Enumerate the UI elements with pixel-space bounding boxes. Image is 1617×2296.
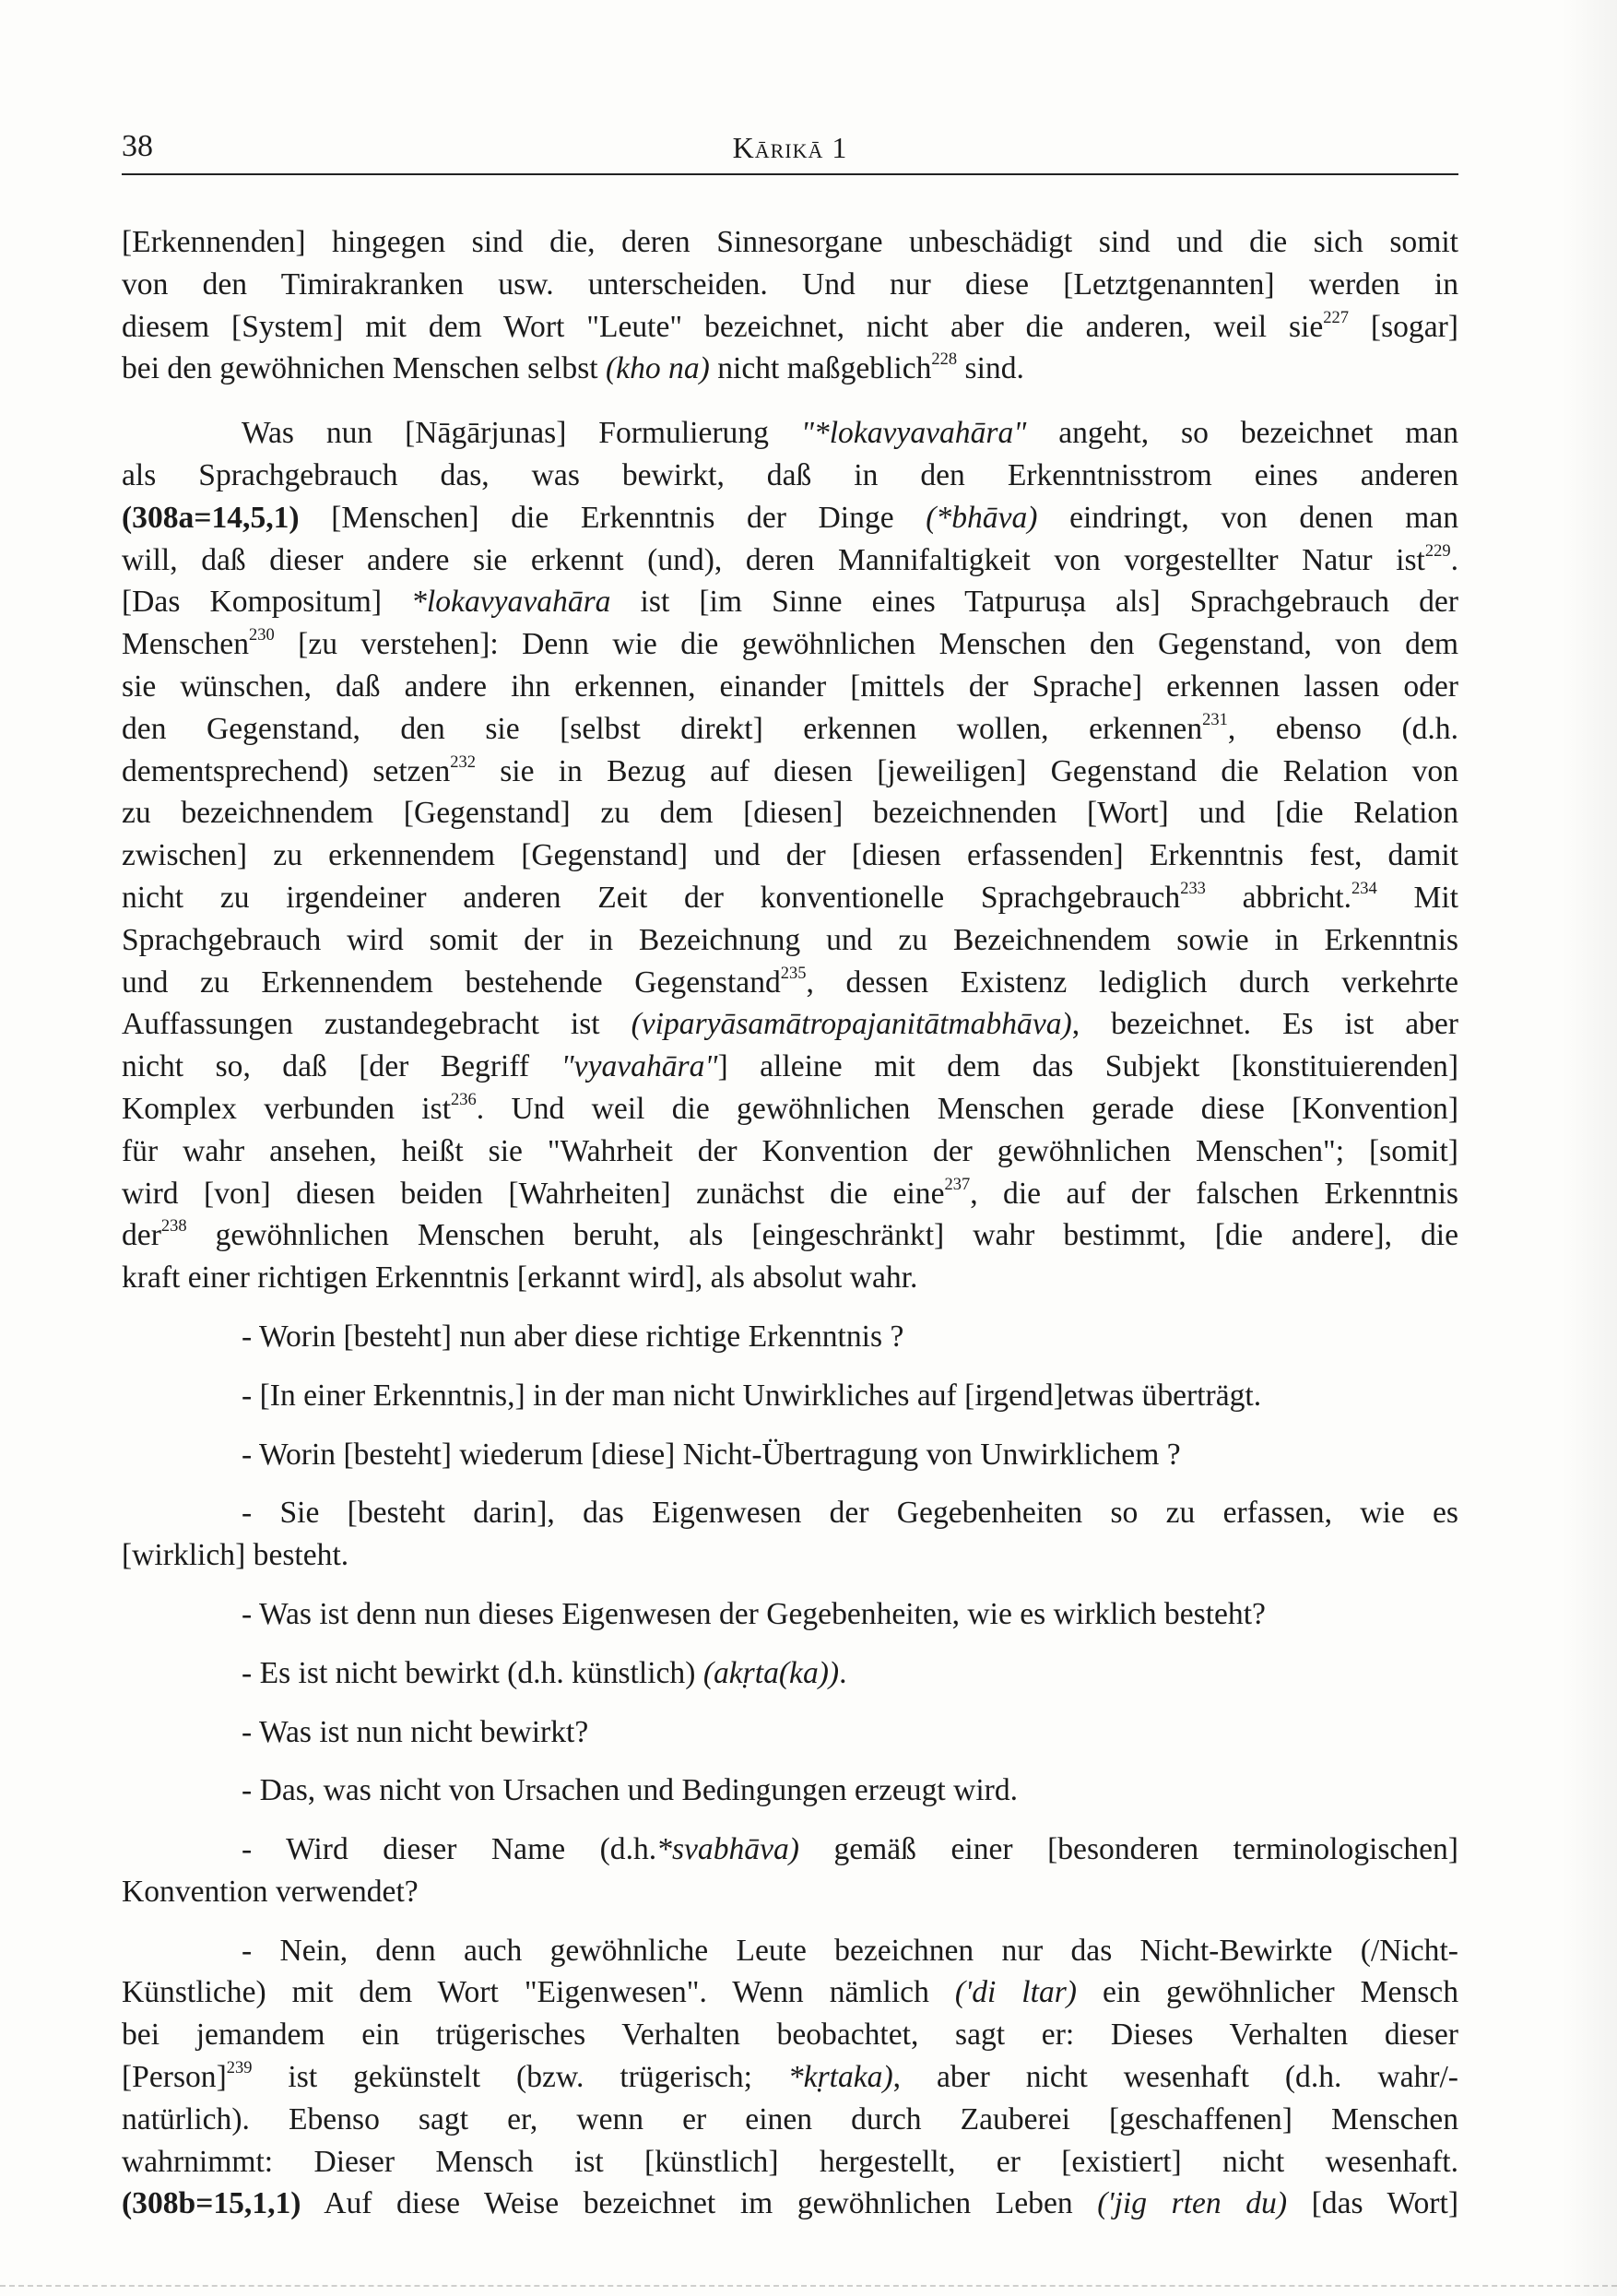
text-line [122, 877, 1458, 919]
text-line [122, 1003, 1458, 1046]
text-line: von den Timirakranken usw. unterscheiden. Und nur diese [Letztgenannten] werden in [122, 266, 1458, 302]
text-run: Was nun [Nāgārjunas] Formulierung [242, 416, 801, 451]
text-run: Künstliche) mit dem Wort "Eigenwesen". Wenn nämlich [122, 1975, 955, 2010]
text-line [122, 708, 1458, 751]
paragraph-2 [122, 412, 1458, 1299]
text-run: Auffassungen zustandegebracht ist [122, 1007, 631, 1042]
tibetan-term: (kho na) [606, 351, 710, 386]
text-run: [Person] [122, 2060, 227, 2095]
text-line [122, 539, 1458, 582]
dialog-line: - [In einer Erkenntnis,] in der man nicht Unwirkliches auf [irgend]etwas überträgt. [242, 1378, 1262, 1413]
text-run: diesem [System] mit dem Wort "Leute" bezeichnet, nicht aber die anderen, weil sie [122, 309, 1324, 344]
text-line [122, 1088, 1458, 1130]
text-line [122, 2183, 1458, 2225]
text-run: , aber nicht wesenhaft (d.h. wahr/- [892, 2060, 1458, 2095]
scan-bottom-edge [0, 2285, 1617, 2296]
scan-edge-shadow [1562, 0, 1617, 2296]
text-line [122, 1971, 1458, 2014]
text-line [122, 1046, 1458, 1088]
text-line [122, 348, 1458, 390]
dialog-line: - Worin [besteht] nun aber diese richtige Erkenntnis ? [242, 1319, 904, 1354]
sanskrit-term: "*lokavyavahāra" [800, 416, 1027, 451]
footnote-ref[interactable]: 234 [1351, 879, 1377, 898]
text-run: Komplex verbunden ist [122, 1091, 452, 1126]
body-text [122, 221, 1458, 2225]
sanskrit-term: "vyavahāra" [561, 1049, 718, 1084]
sanskrit-term: (*bhāva) [926, 500, 1038, 535]
text-line [122, 497, 1458, 539]
text-line: [Erkennenden] hingegen sind die, deren Sinnesorgane unbeschädigt sind und die sich somit [122, 225, 1458, 259]
footnote-ref[interactable]: 237 [944, 1174, 971, 1193]
text-run: eindringt, von denen man [1037, 500, 1458, 535]
text-run: . Und weil die gewöhnlichen Menschen gerade diese [Konvention] [476, 1091, 1458, 1126]
footnote-ref[interactable]: 228 [931, 349, 958, 369]
sanskrit-term: *svabhāva) [656, 1832, 799, 1867]
text-run: gewöhnlichen Menschen beruht, als [eingeschränkt] wahr bestimmt, [die andere], die [186, 1218, 1458, 1253]
text-run: - Es ist nicht bewirkt (d.h. künstlich) [242, 1655, 703, 1690]
dialog-line: - Was ist nun nicht bewirkt? [242, 1714, 589, 1749]
dialog-line: - Das, was nicht von Ursachen und Bedingungen erzeugt wird. [242, 1773, 1019, 1808]
text-run: ein gewöhnlicher Mensch [1077, 1975, 1458, 2010]
text-run: nicht maßgeblich [709, 351, 932, 386]
sanskrit-term: (akṛta(ka)) [702, 1655, 840, 1690]
text-run: sind. [957, 351, 1024, 386]
text-run: nicht zu irgendeiner anderen Zeit der konventionelle Sprachgebrauch [122, 880, 1181, 915]
footnote-ref[interactable]: 235 [780, 963, 807, 982]
folio-reference: (308a=14,5,1) [122, 500, 300, 535]
text-line: als Sprachgebrauch das, was bewirkt, daß in den Erkenntnisstrom eines anderen [122, 457, 1458, 492]
text-run: angeht, so bezeichnet man [1026, 416, 1458, 451]
dialog-section [122, 1316, 1458, 1913]
text-run: dementsprechend) setzen [122, 753, 451, 788]
dialog-line: - Was ist denn nun dieses Eigenwesen der Gegebenheiten, wie es wirklich besteht? [242, 1596, 1266, 1631]
paragraph-1 [122, 221, 1458, 390]
text-line: Sprachgebrauch wird somit der in Bezeichnung und zu Bezeichnendem sowie in Erkenntnis [122, 922, 1458, 957]
text-line: natürlich). Ebenso sagt er, wenn er einen durch Zauberei [geschaffenen] Menschen [122, 2101, 1458, 2136]
text-line [122, 2056, 1458, 2099]
text-run: [Das Kompositum] [122, 585, 412, 620]
footnote-ref[interactable]: 229 [1424, 540, 1451, 560]
dialog-paragraph [122, 1829, 1458, 1913]
text-run: [das Wort] [1287, 2186, 1459, 2221]
text-run: [Menschen] die Erkenntnis der Dinge [299, 500, 927, 535]
text-line: - Sie [besteht darin], das Eigenwesen der Gegebenheiten so zu erfassen, wie es [242, 1496, 1458, 1531]
text-line [122, 962, 1458, 1004]
dialog-line: - Worin [besteht] wiederum [diese] Nicht-Übertragung von Unwirklichem ? [242, 1437, 1181, 1472]
text-run: der [122, 1218, 161, 1253]
dialog-line [122, 1652, 1458, 1695]
sanskrit-term: (viparyāsamātropajanitātmabhāva) [631, 1007, 1072, 1042]
text-run: ist [im Sinne eines Tatpuruṣa als] Sprachgebrauch der [610, 585, 1458, 620]
text-line: [wirklich] besteht. [122, 1538, 349, 1573]
text-line [122, 306, 1458, 349]
text-line [122, 1214, 1458, 1257]
text-run: nicht so, daß [der Begriff [122, 1049, 561, 1084]
text-line [122, 1173, 1458, 1215]
text-line [122, 751, 1458, 793]
text-line: Konvention verwendet? [122, 1874, 419, 1909]
text-line: bei jemandem ein trügerisches Verhalten beobachtet, sagt er: Dieses Verhalten dieser [122, 2018, 1458, 2053]
footnote-ref[interactable]: 239 [226, 2058, 253, 2077]
text-run: , bezeichnet. Es ist aber [1071, 1007, 1458, 1042]
footnote-ref[interactable]: 233 [1180, 879, 1206, 898]
text-run: , ebenso (d.h. [1227, 711, 1458, 746]
text-line [122, 581, 1458, 623]
text-run: , die auf der falschen Erkenntnis [970, 1176, 1458, 1211]
text-run: . [839, 1655, 847, 1690]
sanskrit-term: *lokavyavahāra [411, 585, 611, 620]
text-run: abbricht. [1205, 880, 1352, 915]
text-line: zwischen] zu erkennendem [Gegenstand] und der [diesen erfassenden] Erkenntnis fest, damit [122, 838, 1458, 873]
footnote-ref[interactable]: 236 [451, 1090, 477, 1109]
text-line: zu bezeichnendem [Gegenstand] zu dem [diesen] bezeichnenden [Wort] und [die Relation [122, 796, 1458, 831]
tibetan-term: ('jig rten du) [1097, 2186, 1288, 2221]
text-line: für wahr ansehen, heißt sie "Wahrheit der Konvention der gewöhnlichen Menschen"; [somit] [122, 1133, 1458, 1168]
running-head: Kārikā 1 [732, 131, 848, 164]
text-run: Auf diese Weise bezeichnet im gewöhnlichen Leben [301, 2186, 1098, 2221]
footnote-ref[interactable]: 231 [1202, 709, 1228, 728]
tibetan-term: ('di ltar) [954, 1975, 1077, 2010]
text-run: , dessen Existenz lediglich durch verkehrte [806, 965, 1458, 1000]
dialog-paragraph [122, 1492, 1458, 1577]
text-run: wird [von] diesen beiden [Wahrheiten] zunächst die eine [122, 1176, 945, 1211]
footnote-ref[interactable]: 227 [1323, 307, 1349, 326]
sanskrit-term: *kṛtaka) [787, 2060, 893, 2095]
text-run: bei den gewöhnichen Menschen selbst [122, 351, 606, 386]
text-run: [zu verstehen]: Denn wie die gewöhnlichen Menschen den Gegenstand, von dem [274, 627, 1458, 662]
text-run: - Wird dieser Name (d.h. [242, 1832, 657, 1867]
text-run: Mit [1376, 880, 1458, 915]
page-number: 38 [122, 129, 153, 163]
text-run: ] alleine mit dem das Subjekt [konstituierenden] [717, 1049, 1458, 1084]
text-line: sie wünschen, daß andere ihn erkennen, einander [mittels der Sprache] erkennen lassen oder [122, 669, 1458, 704]
text-run: und zu Erkennendem bestehende Gegenstand [122, 965, 781, 1000]
text-run: [sogar] [1348, 309, 1458, 344]
page-header [122, 125, 1458, 175]
text-line [122, 1829, 1458, 1871]
text-line [122, 412, 1458, 455]
footnote-ref[interactable]: 232 [450, 752, 476, 771]
text-run: sie in Bezug auf diesen [jeweiligen] Gegenstand die Relation von [475, 753, 1458, 788]
footnote-ref[interactable]: 230 [249, 625, 275, 645]
text-run: gemäß einer [besonderen terminologischen] [798, 1832, 1458, 1867]
text-run: Menschen [122, 627, 250, 662]
text-run: will, daß dieser andere sie erkennt (und), deren Mannifaltigkeit von vorgestellter Natur ist [122, 542, 1425, 577]
folio-reference: (308b=15,1,1) [122, 2186, 301, 2221]
text-run: . [1450, 542, 1458, 577]
text-line: - Nein, denn auch gewöhnliche Leute bezeichnen nur das Nicht-Bewirkte (/Nicht- [242, 1933, 1458, 1968]
footnote-ref[interactable]: 238 [160, 1216, 187, 1236]
paragraph-3 [122, 1930, 1458, 2226]
text-line: kraft einer richtigen Erkenntnis [erkannt wird], als absolut wahr. [122, 1260, 918, 1296]
text-run: den Gegenstand, den sie [selbst direkt] erkennen wollen, erkennen [122, 711, 1203, 746]
text-run: ist gekünstelt (bzw. trügerisch; [252, 2060, 788, 2095]
text-line: wahrnimmt: Dieser Mensch ist [künstlich] hergestellt, er [existiert] nicht wesenhaft. [122, 2144, 1458, 2179]
text-line [122, 623, 1458, 666]
